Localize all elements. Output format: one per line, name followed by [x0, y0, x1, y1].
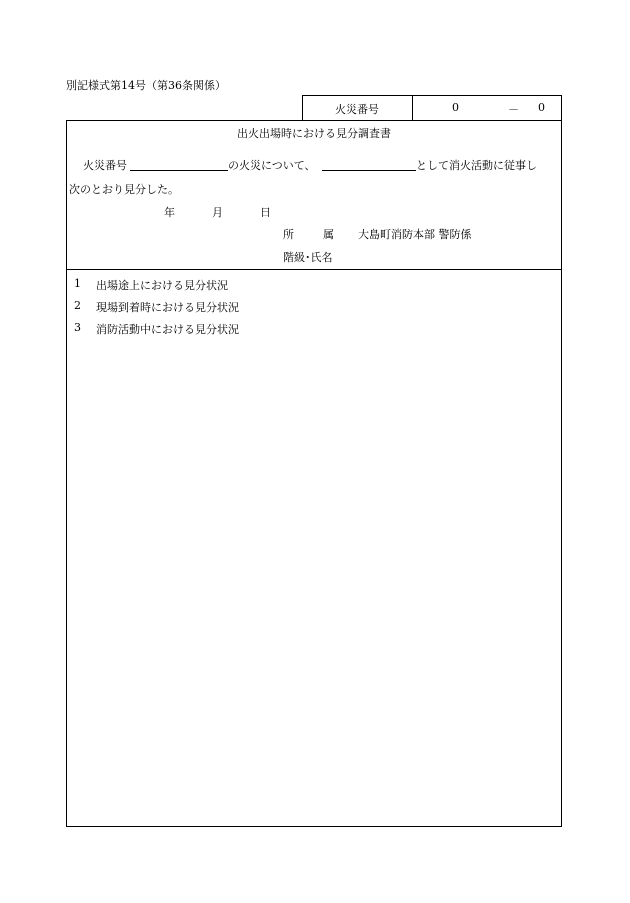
frame-left-border [66, 120, 67, 827]
item-number: 3 [74, 321, 81, 334]
box-top-border [302, 95, 562, 96]
frame-top-border [66, 120, 562, 121]
rank-name-label: 階級･氏名 [283, 251, 333, 264]
fire-number-value-left: 0 [452, 101, 459, 114]
affiliation-value: 大島町消防本部 警防係 [358, 228, 472, 241]
item-number: 2 [74, 299, 81, 312]
duty-blank [322, 170, 416, 171]
statement-tail: として消火活動に従事し [416, 159, 537, 172]
fire-number-dash: － [508, 103, 519, 116]
date-month: 月 [212, 206, 223, 219]
box-right-border [561, 95, 562, 120]
item-text: 現場到着時における見分状況 [96, 301, 239, 314]
affiliation-label-a: 所 [283, 228, 294, 241]
statement-lead: 火災番号 [83, 159, 127, 172]
item-text: 出場途上における見分状況 [96, 279, 228, 292]
fire-number-value-right: 0 [538, 101, 545, 114]
item-text: 消防活動中における見分状況 [96, 323, 239, 336]
frame-bottom-border [66, 826, 562, 827]
fire-number-label: 火災番号 [335, 103, 379, 116]
frame-right-border [561, 120, 562, 827]
page-title: 出火出場時における見分調査書 [237, 127, 391, 140]
statement-line2: 次のとおり見分した。 [69, 183, 179, 196]
date-year: 年 [164, 206, 175, 219]
fire-number-blank [130, 170, 228, 171]
section-divider [66, 269, 562, 270]
statement-mid: の火災について、 [228, 159, 316, 172]
box-divider [412, 95, 413, 120]
affiliation-label-b: 属 [323, 228, 334, 241]
date-day: 日 [260, 206, 271, 219]
item-number: 1 [74, 277, 81, 290]
form-label: 別記様式第14号（第36条関係） [66, 79, 226, 92]
